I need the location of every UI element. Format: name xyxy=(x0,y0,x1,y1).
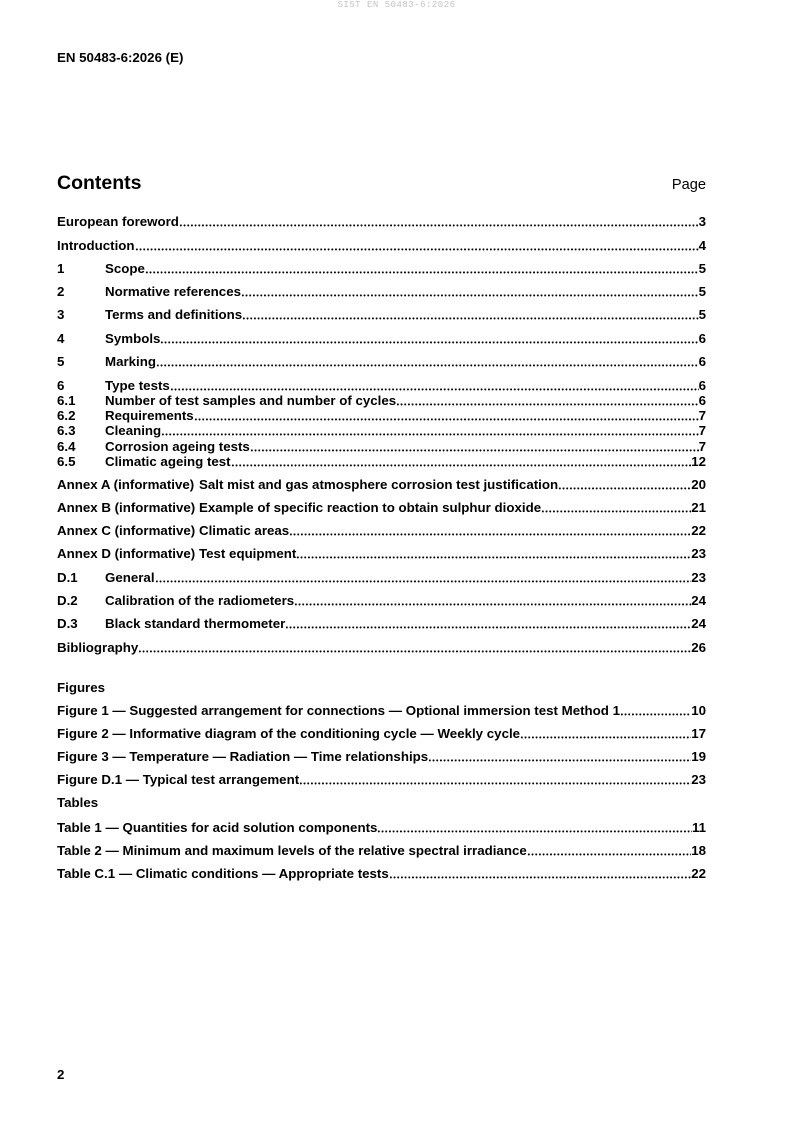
dot-leader xyxy=(138,640,691,655)
dot-leader xyxy=(135,238,699,253)
entry-page: 12 xyxy=(691,454,706,469)
dot-leader xyxy=(428,749,691,764)
entry-page: 5 xyxy=(698,261,706,276)
entry-title: Terms and definitions xyxy=(105,307,243,322)
dot-leader xyxy=(299,772,691,787)
dot-leader xyxy=(289,523,691,538)
entry-title: Bibliography xyxy=(57,640,139,655)
entry-title: European foreword xyxy=(57,214,179,229)
entry-number: 1 xyxy=(57,261,65,276)
entry-title: Scope xyxy=(105,261,145,276)
entry-page: 11 xyxy=(691,820,706,835)
entry-title: Requirements xyxy=(105,408,194,423)
entry-page: 24 xyxy=(691,616,706,631)
entry-page: 5 xyxy=(698,307,706,322)
toc-entry-introduction[interactable] xyxy=(57,238,706,253)
toc-entry-annex-c[interactable] xyxy=(57,523,706,538)
entry-page: 6 xyxy=(698,378,706,393)
entry-page: 7 xyxy=(698,408,706,423)
toc-entry-bibliography[interactable] xyxy=(57,640,706,655)
entry-number: 2 xyxy=(57,284,65,299)
entry-page: 17 xyxy=(691,726,706,741)
entry-page: 6 xyxy=(698,393,706,408)
toc-entry-symbols[interactable] xyxy=(57,331,706,346)
entry-page: 23 xyxy=(691,772,706,787)
document-id-header: EN 50483-6:2026 (E) xyxy=(57,50,184,65)
watermark: SIST EN 50483-6:2026 xyxy=(337,0,456,10)
dot-leader xyxy=(250,439,699,454)
toc-entry-marking[interactable] xyxy=(57,354,706,369)
dot-leader xyxy=(179,214,699,229)
dot-leader xyxy=(294,593,691,608)
toc-entry-annex-d[interactable] xyxy=(57,546,706,561)
toc-entry-climatic-ageing-test[interactable] xyxy=(57,454,706,469)
toc-entry-annex-b[interactable] xyxy=(57,500,706,515)
entry-page: 22 xyxy=(691,523,706,538)
entry-title: General xyxy=(105,570,155,585)
toc-entry-figure-d1[interactable] xyxy=(57,772,706,787)
toc-entry-number-of-test-samples[interactable] xyxy=(57,393,706,408)
dot-leader xyxy=(541,500,691,515)
entry-page: 7 xyxy=(698,423,706,438)
dot-leader xyxy=(161,423,698,438)
entry-page: 4 xyxy=(698,238,706,253)
entry-page: 3 xyxy=(698,214,706,229)
entry-title: Symbols xyxy=(105,331,161,346)
entry-title: Table 1 — Quantities for acid solution components xyxy=(57,820,378,835)
entry-number: 6.3 xyxy=(57,423,76,438)
toc-entry-table-2[interactable] xyxy=(57,843,706,858)
toc-entry-table-1[interactable] xyxy=(57,820,706,835)
dot-leader xyxy=(194,408,699,423)
entry-title: Table 2 — Minimum and maximum levels of the relative spectral irradiance xyxy=(57,843,527,858)
entry-title: Cleaning xyxy=(105,423,162,438)
toc-entry-requirements[interactable] xyxy=(57,408,706,423)
entry-page: 19 xyxy=(691,749,706,764)
entry-title: Salt mist and gas atmosphere corrosion test justification xyxy=(199,477,559,492)
toc-entry-figure-2[interactable] xyxy=(57,726,706,741)
entry-number: 6 xyxy=(57,378,65,393)
toc-entry-annex-a[interactable] xyxy=(57,477,706,492)
entry-number: 3 xyxy=(57,307,65,322)
dot-leader xyxy=(160,331,698,346)
entry-number: 5 xyxy=(57,354,65,369)
entry-number: 4 xyxy=(57,331,65,346)
toc-entry-d3-black-standard-thermometer[interactable] xyxy=(57,616,706,631)
entry-page: 10 xyxy=(691,703,706,718)
entry-title: Introduction xyxy=(57,238,135,253)
entry-title: Figure 1 — Suggested arrangement for connections — Optional immersion test Method 1 xyxy=(57,703,620,718)
dot-leader xyxy=(520,726,691,741)
entry-title: Climatic areas xyxy=(199,523,290,538)
entry-page: 6 xyxy=(698,354,706,369)
dot-leader xyxy=(242,307,698,322)
dot-leader xyxy=(285,616,691,631)
figures-heading: Figures xyxy=(57,680,106,695)
toc-entry-terms-and-definitions[interactable] xyxy=(57,307,706,322)
entry-number: 6.4 xyxy=(57,439,76,454)
entry-page: 6 xyxy=(698,331,706,346)
entry-title: Example of specific reaction to obtain sulphur dioxide xyxy=(199,500,542,515)
dot-leader xyxy=(296,546,691,561)
entry-title: Type tests xyxy=(105,378,170,393)
annex-label: Annex A (informative) xyxy=(57,477,195,492)
entry-number: 6.5 xyxy=(57,454,76,469)
entry-number: 6.2 xyxy=(57,408,76,423)
entry-page: 18 xyxy=(691,843,706,858)
dot-leader xyxy=(396,393,698,408)
annex-label: Annex B (informative) xyxy=(57,500,196,515)
entry-number: D.2 xyxy=(57,593,78,608)
entry-page: 26 xyxy=(691,640,706,655)
dot-leader xyxy=(145,261,699,276)
toc-entry-cleaning[interactable] xyxy=(57,423,706,438)
page-number-footer: 2 xyxy=(57,1067,65,1082)
toc-entry-d2-calibration[interactable] xyxy=(57,593,706,608)
entry-page: 22 xyxy=(691,866,706,881)
entry-title: Corrosion ageing tests xyxy=(105,439,250,454)
toc-entry-scope[interactable] xyxy=(57,261,706,276)
entry-page: 21 xyxy=(691,500,706,515)
tables-heading: Tables xyxy=(57,795,99,810)
entry-title: Calibration of the radiometers xyxy=(105,593,295,608)
page-column-label: Page xyxy=(671,177,706,193)
entry-number: D.1 xyxy=(57,570,78,585)
toc-entry-d1-general[interactable] xyxy=(57,570,706,585)
entry-title: Figure D.1 — Typical test arrangement xyxy=(57,772,300,787)
entry-number: D.3 xyxy=(57,616,78,631)
toc-entry-european-foreword[interactable] xyxy=(57,214,706,229)
entry-title: Table C.1 — Climatic conditions — Appropriate tests xyxy=(57,866,389,881)
toc-entry-type-tests[interactable] xyxy=(57,378,706,393)
dot-leader xyxy=(156,354,699,369)
dot-leader xyxy=(155,570,692,585)
dot-leader xyxy=(558,477,691,492)
dot-leader xyxy=(170,378,699,393)
entry-title: Figure 2 — Informative diagram of the conditioning cycle — Weekly cycle xyxy=(57,726,521,741)
annex-label: Annex C (informative) xyxy=(57,523,196,538)
contents-title: Contents xyxy=(57,172,142,194)
entry-page: 7 xyxy=(698,439,706,454)
entry-title: Number of test samples and number of cycles xyxy=(105,393,397,408)
dot-leader xyxy=(527,843,691,858)
entry-title: Marking xyxy=(105,354,156,369)
entry-title: Figure 3 — Temperature — Radiation — Time relationships xyxy=(57,749,429,764)
entry-page: 5 xyxy=(698,284,706,299)
toc-entry-corrosion-ageing-tests[interactable] xyxy=(57,439,706,454)
dot-leader xyxy=(377,820,692,835)
entry-page: 23 xyxy=(691,546,706,561)
dot-leader xyxy=(241,284,699,299)
entry-number: 6.1 xyxy=(57,393,76,408)
entry-title: Climatic ageing test xyxy=(105,454,231,469)
entry-page: 24 xyxy=(691,593,706,608)
dot-leader xyxy=(620,703,691,718)
dot-leader xyxy=(389,866,691,881)
entry-title: Black standard thermometer xyxy=(105,616,286,631)
entry-page: 20 xyxy=(691,477,706,492)
entry-title: Normative references xyxy=(105,284,241,299)
toc-entry-figure-3[interactable] xyxy=(57,749,706,764)
toc-entry-figure-1[interactable] xyxy=(57,703,706,718)
dot-leader xyxy=(231,454,692,469)
toc-entry-normative-references[interactable] xyxy=(57,284,706,299)
entry-title: Test equipment xyxy=(199,546,297,561)
entry-page: 23 xyxy=(691,570,706,585)
toc-entry-table-c1[interactable] xyxy=(57,866,706,881)
annex-label: Annex D (informative) xyxy=(57,546,196,561)
